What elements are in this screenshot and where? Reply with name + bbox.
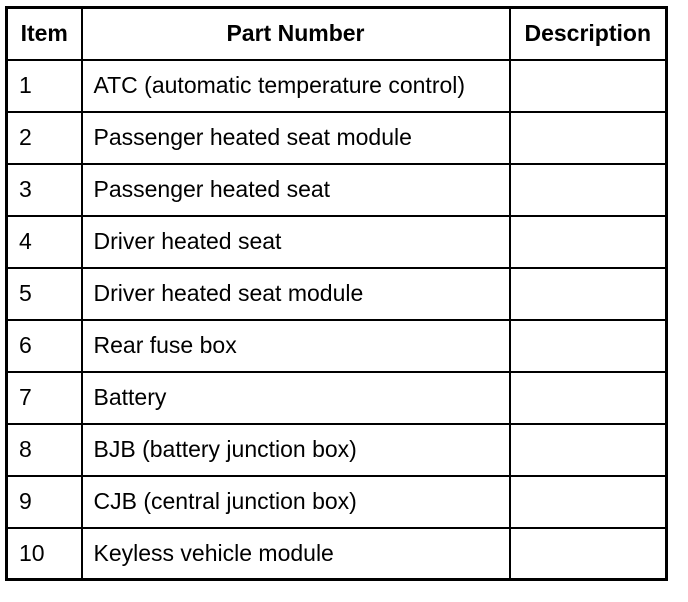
table-row bbox=[7, 528, 667, 580]
cell-item: 3 bbox=[7, 164, 82, 216]
table-row bbox=[7, 372, 667, 424]
header-part-number: Part Number bbox=[82, 8, 510, 60]
cell-part-number: Keyless vehicle module bbox=[82, 528, 510, 580]
table-row bbox=[7, 164, 667, 216]
cell-item: 4 bbox=[7, 216, 82, 268]
cell-part-number: Driver heated seat module bbox=[82, 268, 510, 320]
cell-item: 9 bbox=[7, 476, 82, 528]
header-item: Item bbox=[7, 8, 82, 60]
table-row bbox=[7, 112, 667, 164]
table-body bbox=[7, 60, 667, 580]
table-row bbox=[7, 320, 667, 372]
cell-part-number: Passenger heated seat bbox=[82, 164, 510, 216]
cell-description bbox=[510, 112, 667, 164]
cell-part-number: Battery bbox=[82, 372, 510, 424]
cell-part-number: Rear fuse box bbox=[82, 320, 510, 372]
parts-table bbox=[5, 6, 668, 581]
table-row bbox=[7, 216, 667, 268]
cell-part-number: CJB (central junction box) bbox=[82, 476, 510, 528]
table-row bbox=[7, 268, 667, 320]
table-header bbox=[7, 8, 667, 60]
cell-item: 7 bbox=[7, 372, 82, 424]
cell-description bbox=[510, 320, 667, 372]
table-row bbox=[7, 424, 667, 476]
cell-description bbox=[510, 216, 667, 268]
cell-part-number: Passenger heated seat module bbox=[82, 112, 510, 164]
cell-description bbox=[510, 528, 667, 580]
table-row bbox=[7, 60, 667, 112]
cell-description bbox=[510, 60, 667, 112]
cell-description bbox=[510, 372, 667, 424]
cell-item: 6 bbox=[7, 320, 82, 372]
cell-description bbox=[510, 476, 667, 528]
header-description: Description bbox=[510, 8, 667, 60]
cell-part-number: ATC (automatic temperature control) bbox=[82, 60, 510, 112]
cell-item: 2 bbox=[7, 112, 82, 164]
cell-item: 1 bbox=[7, 60, 82, 112]
cell-item: 10 bbox=[7, 528, 82, 580]
cell-item: 5 bbox=[7, 268, 82, 320]
table-row bbox=[7, 476, 667, 528]
cell-item: 8 bbox=[7, 424, 82, 476]
cell-description bbox=[510, 424, 667, 476]
cell-description bbox=[510, 268, 667, 320]
cell-part-number: Driver heated seat bbox=[82, 216, 510, 268]
cell-part-number: BJB (battery junction box) bbox=[82, 424, 510, 476]
cell-description bbox=[510, 164, 667, 216]
header-row bbox=[7, 8, 667, 60]
